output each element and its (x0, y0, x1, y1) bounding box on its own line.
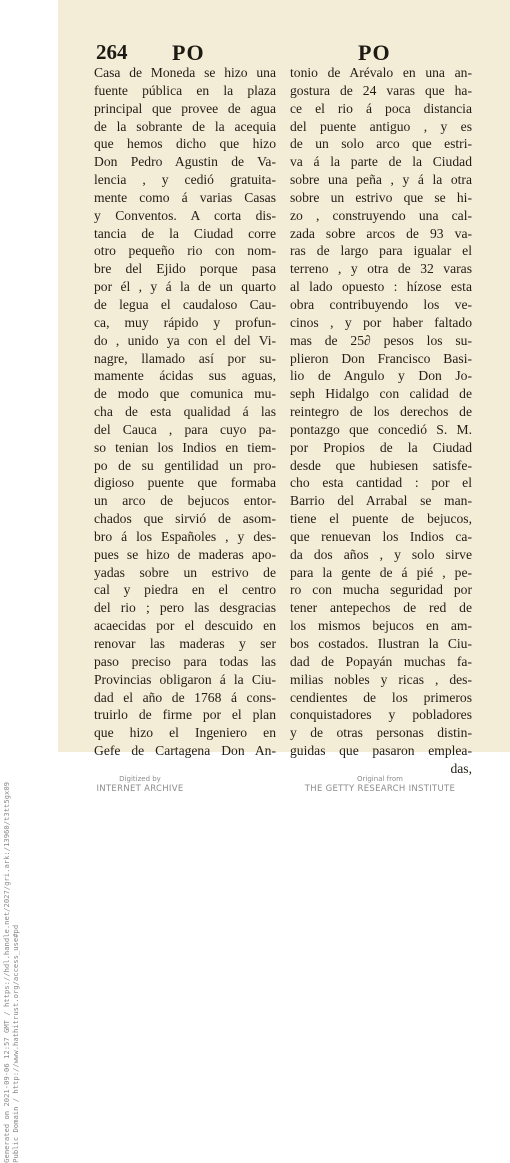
text-line: gostura de 24 varas que ha- (290, 82, 472, 98)
getty-institute-label: THE GETTY RESEARCH INSTITUTE (304, 784, 456, 794)
text-line: obra contribuyendo los ve- (290, 296, 472, 312)
text-line: que renuevan los Indios ca- (290, 528, 472, 544)
text-line: tener antepechos de red de (290, 600, 472, 616)
text-line: Provincias obligaron á la Ciu- (94, 671, 276, 687)
text-line: bre del Ejido porque pasa (94, 261, 276, 277)
text-line: y de otras personas distin- (290, 725, 472, 741)
text-line: y Conventos. A corta dis- (94, 207, 276, 223)
text-line: pontazgo que concedió S. M. (290, 421, 472, 437)
text-line: un arco de bejucos entor- (94, 493, 276, 509)
text-line: cendientes de los primeros (290, 689, 472, 705)
digitizer-credit (70, 775, 210, 795)
text-line: zada sobre arcos de 93 va- (290, 225, 472, 241)
text-column-left (94, 64, 276, 760)
text-line: desde que hubiesen satisfe- (290, 457, 472, 473)
text-line: al lado opuesto : hízose esta (290, 279, 472, 295)
text-line: da dos años , y solo sirve (290, 546, 472, 562)
text-line: que hemos dicho que hizo (94, 136, 276, 152)
text-line: para la gente de á pié , pe- (290, 564, 472, 580)
text-line: Barrio del Arrabal se man- (290, 493, 472, 509)
digitized-by-label: Digitized by (119, 775, 161, 783)
text-line: tiene el puente de bejucos, (290, 511, 472, 527)
text-line: so tenian los Indios en tiem- (94, 439, 276, 455)
text-line: dad de Popayán muchas fa- (290, 653, 472, 669)
text-line: cal y piedra en el centro (94, 582, 276, 598)
text-line: tancia de la Ciudad corre (94, 225, 276, 241)
text-line: que hizo el Ingeniero en (94, 725, 276, 741)
original-from-label: Original from (357, 775, 403, 783)
text-line: mamente ácidas sus aguas, (94, 368, 276, 384)
text-line: ce el rio á poca distancia (290, 100, 472, 116)
text-line: de la sobrante de la acequia (94, 118, 276, 134)
text-line: ras de largo para igualar el (290, 243, 472, 259)
text-line: truirlo de firme por el plan (94, 707, 276, 723)
text-line: mente como á varias Casas (94, 189, 276, 205)
text-line: Gefe de Cartagena Don An- (94, 743, 276, 759)
text-line: reintegro de los derechos de (290, 404, 472, 420)
text-line: chados que sirvió de asom- (94, 511, 276, 527)
running-head-right: PO (358, 40, 391, 65)
text-line: los mismos bejucos en am- (290, 618, 472, 634)
text-line: dad el año de 1768 á cons- (94, 689, 276, 705)
sidebar-text (2, 782, 20, 1163)
text-line: digioso puente que formaba (94, 475, 276, 491)
text-line: nagre, llamado así por su- (94, 350, 276, 366)
text-line: del puente antiguo , y es (290, 118, 472, 134)
text-line: sobre un estrivo que se hi- (290, 189, 472, 205)
text-line: mas de 25∂ pesos los su- (290, 332, 472, 348)
text-line: Don Pedro Agustin de Va- (94, 154, 276, 170)
text-line: conquistadores y pobladores (290, 707, 472, 723)
text-line: seph Hidalgo con calidad de (290, 386, 472, 402)
text-line: guidas que pasaron emplea- (290, 743, 472, 759)
text-line: Casa de Moneda se hizo una (94, 65, 276, 80)
internet-archive-label: INTERNET ARCHIVE (96, 784, 184, 794)
sidebar-generated-line: Generated on 2021-09-06 12:57 GMT / https://hdl.handle.net/2027/gri.ark:/13960/t3tt5gx09 (2, 782, 11, 1163)
text-line: del Cauca , para cuyo pa- (94, 421, 276, 437)
text-line: cinos , y por haber faltado (290, 314, 472, 330)
text-line: terreno , y otra de 32 varas (290, 261, 472, 277)
text-line: paso preciso para todas las (94, 653, 276, 669)
text-line: de un solo arco que estri- (290, 136, 472, 152)
text-line: tonio de Arévalo en una an- (290, 65, 472, 80)
text-line: acaecidas por el descuido en (94, 618, 276, 634)
text-line: do , unido ya con el del Vi- (94, 332, 276, 348)
page-number: 264 (96, 40, 128, 64)
text-line: de legua el caudaloso Cau- (94, 296, 276, 312)
text-line: cha de esta qualidad á las (94, 404, 276, 420)
hathitrust-sidebar (0, 300, 20, 1163)
text-line: del rio ; pero las desgracias (94, 600, 276, 616)
text-line: lencia , y cedió gratuita- (94, 172, 276, 188)
text-line: renovar las maderas y ser (94, 636, 276, 651)
running-head-left: PO (172, 40, 205, 65)
text-line: principal que provee de agua (94, 100, 276, 116)
text-line: otro pequeño rio con nom- (94, 243, 276, 259)
text-line: plieron Don Francisco Basi- (290, 350, 472, 366)
text-line: cho esta cantidad : por el (290, 475, 472, 491)
text-line: ca, muy rápido y profun- (94, 314, 276, 330)
text-line: ro con mucha seguridad por (290, 582, 472, 598)
text-line: milias nobles y ricas , des- (290, 671, 472, 687)
text-line: va á la parte de la Ciudad (290, 154, 472, 170)
text-line: sobre una peña , y á la otra (290, 172, 472, 188)
text-line: bro á los Españoles , y des- (94, 528, 276, 544)
text-column-right (290, 64, 472, 778)
text-line: por Propios de la Ciudad (290, 439, 472, 455)
text-line: fuente pública en la plaza (94, 82, 276, 98)
text-line: pues se hizo de maderas apo- (94, 546, 276, 562)
text-line: lio de Angulo y Don Jo- (290, 368, 472, 384)
text-line: bos costados. Ilustran la Ciu- (290, 636, 472, 651)
page-footer (0, 775, 510, 800)
text-line: de modo que comunica mu- (94, 386, 276, 402)
text-line: por él , y á la de un quarto (94, 279, 276, 295)
sidebar-license-line: Public Domain / http://www.hathitrust.org/access_use#pd (11, 924, 20, 1163)
text-line: zo , construyendo una cal- (290, 207, 472, 223)
text-line: das, (450, 760, 472, 776)
text-line: po de su gentilidad un pro- (94, 457, 276, 473)
text-line: yadas sobre un estrivo de (94, 564, 276, 580)
source-credit (300, 775, 460, 795)
page-header (96, 40, 501, 66)
